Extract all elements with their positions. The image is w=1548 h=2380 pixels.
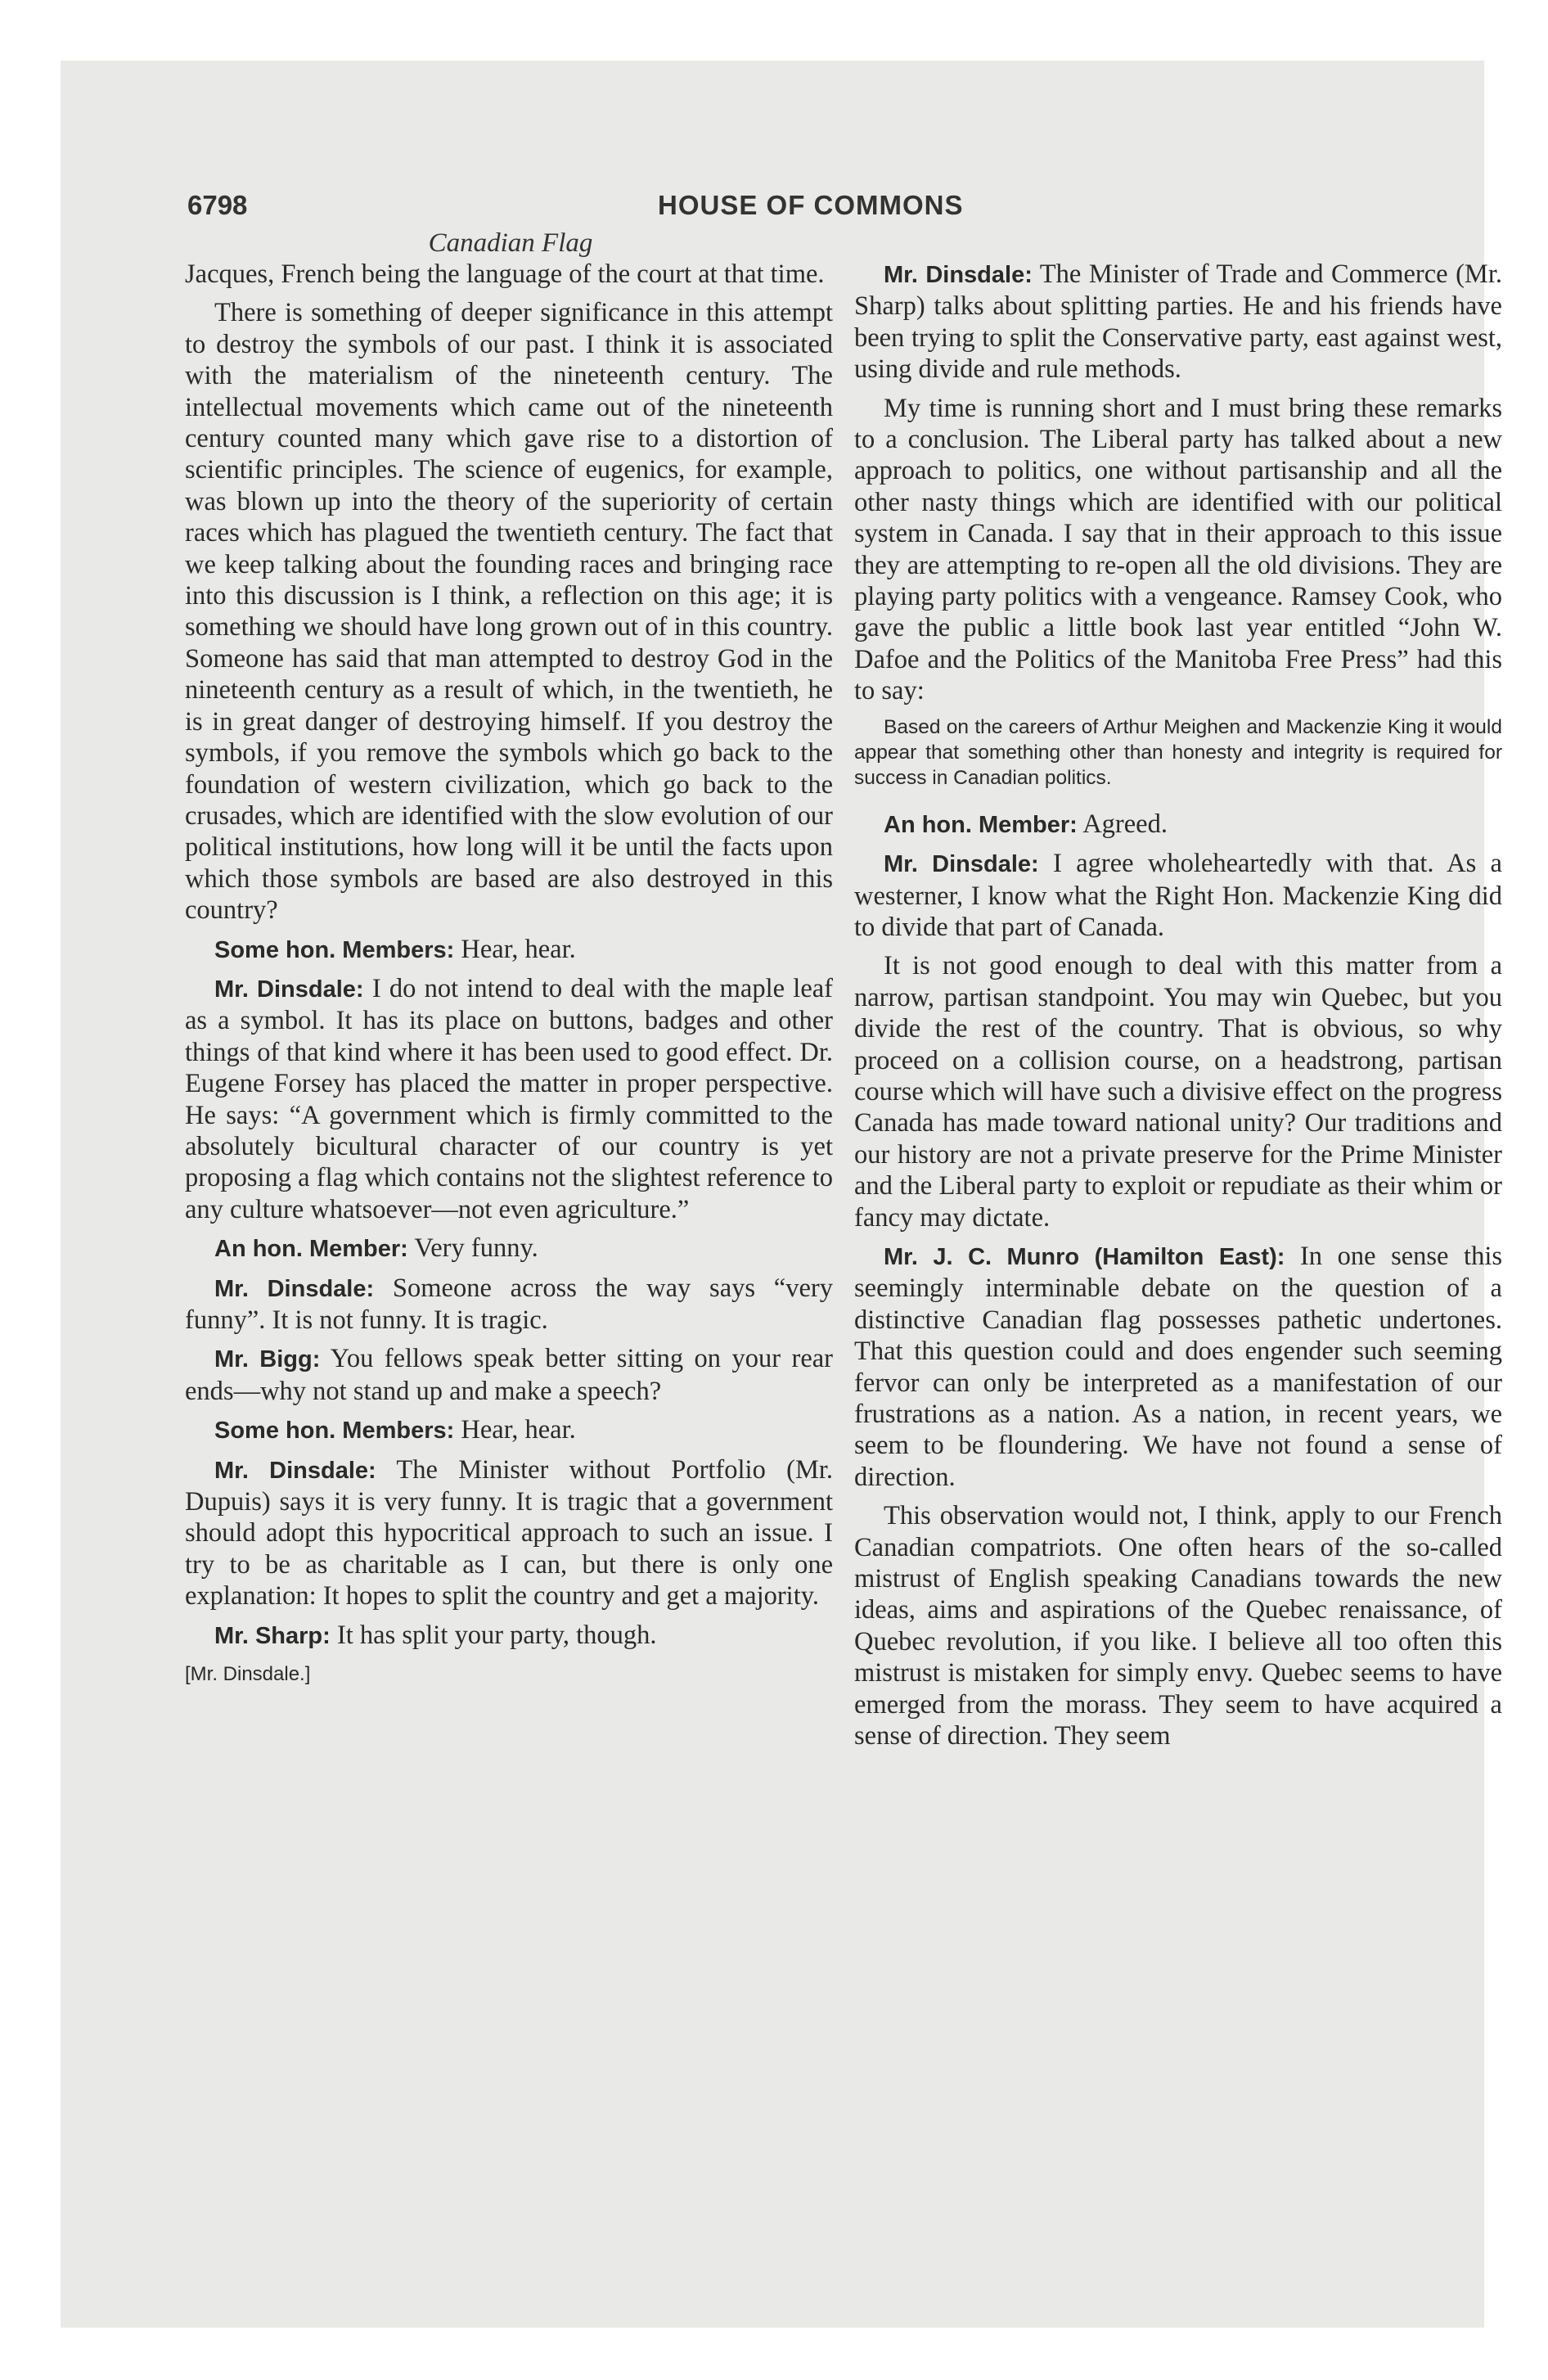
speech	[185, 1273, 833, 1336]
speech-text: In one sense this seemingly interminable debate on the question of a distinctive Canadian flag possesses pathetic undertones. That this question could and does engender such seeming fervor can only be interpreted as a manifestation of our frustrations as a nation. As a nation, in recent years, we seem to be floundering. We have not found a sense of direction.	[854, 1241, 1502, 1492]
speech	[185, 1414, 833, 1446]
paragraph: This observation would not, I think, apply to our French Canadian compatriots. One often hears of the so-called mistrust of English speaking Canadians towards the new ideas, aims and aspirations of the Quebec renaissance, of Quebec revolution, if you like. I believe all too often this mistrust is mistaken for simply envy. Quebec seems to have emerged from the morass. They seem to have acquired a sense of direction. They seem	[854, 1501, 1502, 1751]
paragraph: It is not good enough to deal with this matter from a narrow, partisan standpoint. You may win Quebec, but you divide the rest of the country. That is obvious, so why proceed on a collision course, on a headstrong, partisan course which will have such a divisive effect on the progress Canada has made toward national unity? Our traditions and our history are not a private preserve for the Prime Minister and the Liberal party to exploit or repudiate as their whim or fancy may dictate.	[854, 951, 1502, 1233]
right-column	[854, 259, 1502, 1759]
section-subject: Canadian Flag	[428, 228, 593, 258]
speaker-name: Mr. J. C. Munro (Hamilton East):	[884, 1243, 1285, 1270]
running-head: HOUSE OF COMMONS	[658, 190, 964, 220]
speech	[185, 1343, 833, 1407]
speech-text: The Minister of Trade and Commerce (Mr. Sharp) talks about splitting parties. He and his friends have been trying to split the Conservative party, east against west, using divide and rule methods.	[854, 259, 1502, 385]
speaker-name: Mr. Sharp:	[214, 1622, 331, 1649]
speaker-name: Mr. Dinsdale:	[884, 851, 1039, 878]
speech-text: It has split your party, though.	[336, 1620, 657, 1650]
speaker-name: Some hon. Members:	[214, 1418, 455, 1445]
speech	[185, 973, 833, 1225]
speech-text: I agree wholeheartedly with that. As a westerner, I know what the Right Hon. Mackenzie King did to divide that part of Canada.	[854, 849, 1502, 942]
speaker-name: Mr. Dinsdale:	[214, 976, 364, 1003]
speaker-name: Mr. Dinsdale:	[884, 262, 1033, 288]
speaker-name: Mr. Dinsdale:	[214, 1457, 376, 1484]
speech-text: Hear, hear.	[461, 1415, 576, 1445]
speaker-attribution-footer: [Mr. Dinsdale.]	[185, 1663, 311, 1686]
speech-text: You fellows speak better sitting on your rear ends—why not stand up and make a speech?	[185, 1344, 833, 1406]
speech-text: Someone across the way says “very funny”. It is not funny. It is tragic.	[185, 1273, 833, 1335]
speaker-name: An hon. Member:	[884, 811, 1078, 838]
speech	[854, 1241, 1502, 1493]
speaker-name: Mr. Dinsdale:	[214, 1275, 375, 1302]
paragraph: Jacques, French being the language of the court at that time.	[185, 259, 825, 289]
scanned-page	[61, 61, 1502, 2328]
speech-text: The Minister without Portfolio (Mr. Dupuis) says it is very funny. It is tragic that a government should adopt this hypocritical approach to such an issue. I try to be as charitable as I can, but there is only one explanation: It hopes to split the country and get a majority.	[185, 1454, 833, 1611]
speech	[185, 1620, 833, 1652]
paragraph: There is something of deeper significance in this attempt to destroy the symbols of our past. I think it is associated with the materialism of the nineteenth century. The intellectual movements which came out of the nineteenth century counted many which gave rise to a distortion of scientific principles. The science of eugenics, for example, was blown up into the theory of the superiority of certain races which has plagued the twentieth century. The fact that we keep talking about the founding races and bringing race into this discussion is I think, a reflection on this age; it is something we should have long grown out of in this country. Someone has said that man attempted to destroy God in the nineteenth century as a result of which, in the twentieth, he is in great danger of destroying himself. If you destroy the symbols, if you remove the symbols which go back to the foundation of western civilization, which go back to the crusades, which are identified with the slow evolution of our political institutions, how long will it be until the facts upon which those symbols are based are also destroyed in this country?	[185, 298, 833, 926]
block-quote: Based on the careers of Arthur Meighen and Mackenzie King it would appear that something other than honesty and integrity is required for success in Canadian politics.	[854, 715, 1502, 789]
speech	[185, 1233, 833, 1264]
speech-text: Very funny.	[414, 1233, 538, 1264]
speech	[185, 1454, 833, 1612]
speaker-name: Mr. Bigg:	[214, 1346, 321, 1373]
speech	[854, 259, 1502, 385]
paragraph: My time is running short and I must bring these remarks to a conclusion. The Liberal party has talked about a new approach to politics, one without partisanship and all the other nasty things which are identified with our political system in Canada. I say that in their approach to this issue they are attempting to re-open all the old divisions. They are playing party politics with a vengeance. Ramsey Cook, who gave the public a little book last year entitled “John W. Dafoe and the Politics of the Manitoba Free Press” had this to say:	[854, 393, 1502, 706]
left-column	[185, 259, 833, 1690]
speech-text: Agreed.	[1082, 809, 1168, 839]
speech	[854, 848, 1502, 943]
speech-text: I do not intend to deal with the maple leaf as a symbol. It has its place on buttons, badges and other things of that kind where it has been used to good effect. Dr. Eugene Forsey has placed the matter in proper perspective. He says: “A government which is firmly committed to the absolutely bicultural character of our country is yet proposing a flag which contains not the slightest reference to any culture whatsoever—not even agriculture.”	[185, 973, 833, 1224]
speaker-name: Some hon. Members:	[214, 936, 455, 963]
speech	[854, 809, 1502, 841]
speaker-name: An hon. Member:	[214, 1236, 408, 1263]
page-number: 6798	[187, 190, 248, 220]
speech	[185, 934, 833, 966]
speech-text: Hear, hear.	[461, 934, 576, 964]
